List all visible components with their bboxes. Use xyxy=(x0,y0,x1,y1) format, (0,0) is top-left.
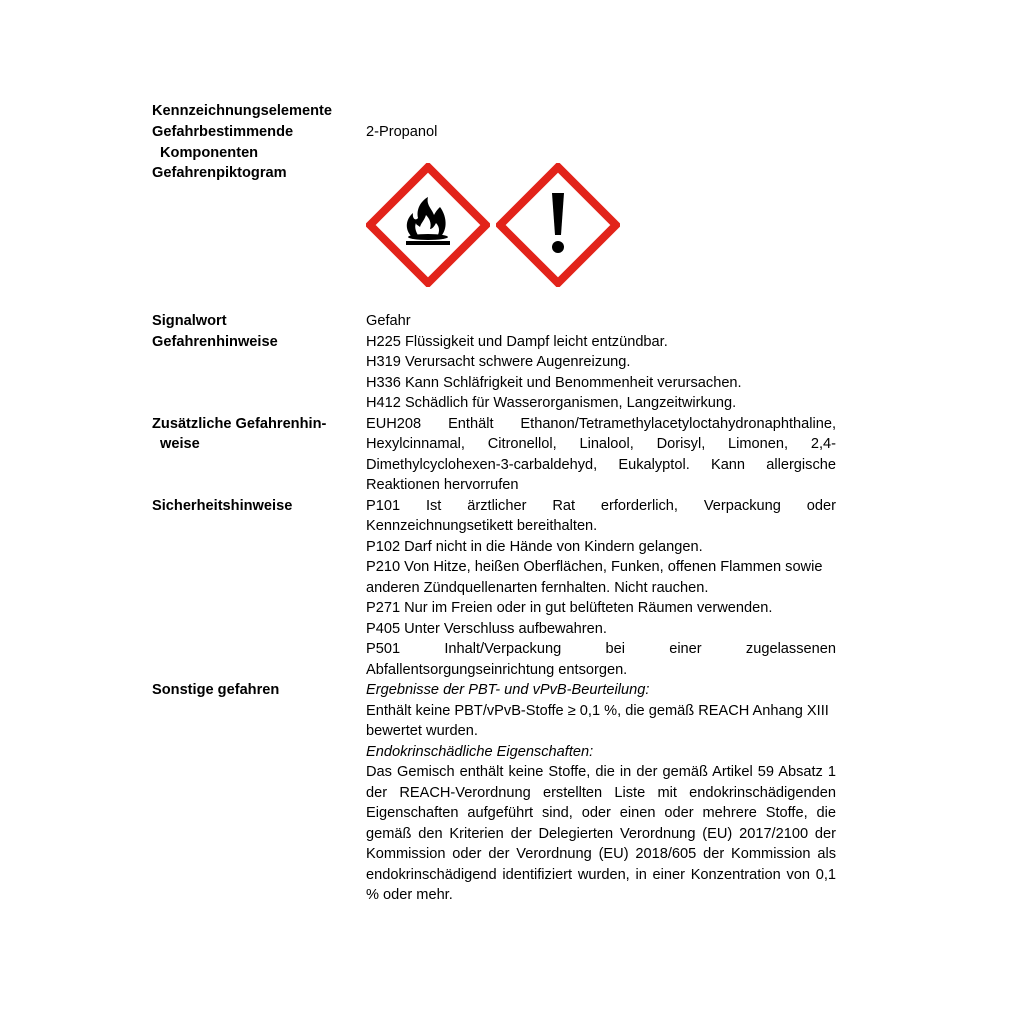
row-extra-hazards xyxy=(152,414,842,496)
row-other-hazards xyxy=(152,680,842,906)
hazard-h319: H319 Verursacht schwere Augenreizung. xyxy=(366,354,631,370)
hazard-h336: H336 Kann Schläfrigkeit und Benommenheit verursachen. xyxy=(366,374,742,391)
label-extra-hazards-line2: weise xyxy=(160,436,200,452)
value-pictograms xyxy=(366,163,836,311)
precaution-p210: P210 Von Hitze, heißen Oberflächen, Funken, offenen Flammen sowie anderen Zündquellenarten fernhalten. Nicht rauchen. xyxy=(366,559,823,596)
precaution-p102: P102 Darf nicht in die Hände von Kindern gelangen. xyxy=(366,538,703,555)
label-precautions: Sicherheitshinweise xyxy=(152,497,293,514)
pbt-text: Enthält keine PBT/vPvB-Stoffe ≥ 0,1 %, die gemäß REACH Anhang XIII bewertet wurden. xyxy=(366,702,829,739)
flame-pictogram-icon xyxy=(366,163,490,287)
label-components-line1: Gefahrbestimmende xyxy=(152,124,294,140)
row-components xyxy=(152,122,842,163)
label-components-line2: Komponenten xyxy=(160,144,259,161)
value-extra-hazards xyxy=(366,414,836,496)
row-signal-word xyxy=(152,311,842,332)
label-elements-section xyxy=(152,100,842,906)
pictogram-group xyxy=(366,163,836,287)
label-extra-hazards xyxy=(152,414,366,496)
endocrine-title: Endokrinschädliche Eigenschaften: xyxy=(366,743,594,760)
endocrine-text: Das Gemisch enthält keine Stoffe, die in der gemäß Artikel 59 Absatz 1 der REACH-Verordnung erstellten Liste mit endokrinschädigenden Eigenschaften aufgeführt sind, oder einen oder mehrere Stoffe, die gemäß den Kriterien der Delegierten Verordnung (EU) 2017/2100 der Kommission oder der Verordnung (EU) 2018/605 der Kommission als endokrinschädigend identifiziert wurden, in einer Konzentration von 0,1 % oder mehr. xyxy=(366,764,836,903)
label-hazard-statements: Gefahrenhinweise xyxy=(152,333,278,350)
row-pictograms xyxy=(152,163,842,311)
pbt-title: Ergebnisse der PBT- und vPvB-Beurteilung: xyxy=(366,682,650,698)
label-components xyxy=(152,122,366,163)
precaution-p101: P101 Ist ärztlicher Rat erforderlich, Verpackung oder Kennzeichnungsetikett bereithalten. xyxy=(366,497,836,534)
row-hazard-statements xyxy=(152,332,842,414)
label-other-hazards: Sonstige gefahren xyxy=(152,682,280,698)
value-components: 2-Propanol xyxy=(366,124,438,140)
section-heading: Kennzeichnungselemente xyxy=(152,103,333,119)
precaution-p501: P501 Inhalt/Verpackung bei einer zugelassenen Abfallentsorgungseinrichtung entsorgen. xyxy=(366,641,836,678)
label-signal-word: Signalwort xyxy=(152,313,227,329)
row-precautions xyxy=(152,496,842,681)
label-pictograms: Gefahrenpiktogram xyxy=(152,165,287,181)
precaution-p405: P405 Unter Verschluss aufbewahren. xyxy=(366,620,607,637)
hazard-h225: H225 Flüssigkeit und Dampf leicht entzündbar. xyxy=(366,333,668,350)
value-signal-word: Gefahr xyxy=(366,313,411,329)
hazard-h412: H412 Schädlich für Wasserorganismen, Langzeitwirkung. xyxy=(366,395,737,411)
value-other-hazards xyxy=(366,680,836,906)
euh208-text: EUH208 Enthält Ethanon/Tetramethylacetyloctahydronaphthaline, Hexylcinnamal, Citronellol, Linalool, Dorisyl, Limonen, 2,4-Dimethylcyclohexen-3-carbaldehyd, Eukalyptol. Kann allergische Reaktionen hervorrufen xyxy=(366,415,836,493)
precaution-p271: P271 Nur im Freien oder in gut belüfteten Räumen verwenden. xyxy=(366,600,773,616)
value-hazard-statements xyxy=(366,332,836,414)
value-precautions xyxy=(366,496,836,681)
exclamation-pictogram-icon xyxy=(496,163,620,287)
label-extra-hazards-line1: Zusätzliche Gefahrenhin- xyxy=(152,415,327,432)
